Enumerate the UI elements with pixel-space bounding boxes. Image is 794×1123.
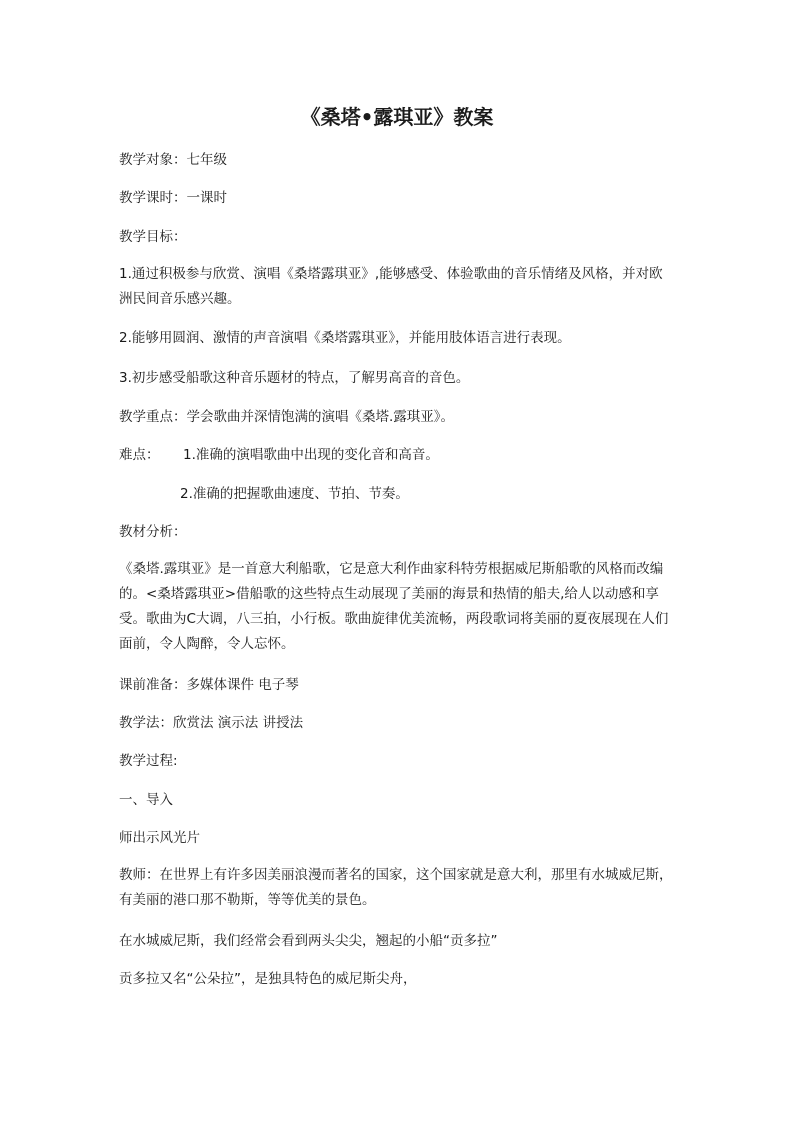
teaching-target-line: 教学对象：七年级: [119, 152, 227, 168]
difficulty-2-line: 2.准确的把握歌曲速度、节拍、节奏。: [180, 486, 409, 502]
difficulty-1-line: 1.准确的演唱歌曲中出现的变化音和高音。: [183, 447, 439, 463]
teaching-hours-line: 教学课时：一课时: [119, 190, 227, 206]
section-intro-heading: 一、导入: [119, 792, 173, 808]
material-analysis-paragraph: 《桑塔.露琪亚》是一首意大利船歌，它是意大利作曲家科特劳根据威尼斯船歌的风格而改编的。<桑塔露琪亚>借船歌的这些特点生动展现了美丽的海景和热情的船夫,给人以动感和享受。歌曲为C大调，八三拍，小行板。歌曲旋律优美流畅，两段歌词将美丽的夏夜展现在人们面前，令人陶醉，令人忘怀。: [119, 561, 669, 652]
teaching-methods-line: 教学法：欣赏法 演示法 讲授法: [119, 715, 304, 731]
teacher-shows-line: 师出示风光片: [119, 830, 200, 846]
preparation-line: 课前准备：多媒体课件 电子琴: [119, 677, 299, 693]
gondola-line: 贡多拉又名“公朵拉”，是独具特色的威尼斯尖舟，: [119, 971, 417, 987]
goal-3-line: 3.初步感受船歌这种音乐题材的特点，了解男高音的音色。: [119, 370, 470, 386]
teaching-goals-heading: 教学目标：: [119, 229, 187, 245]
teacher-speech-paragraph: 教师：在世界上有许多因美丽浪漫而著名的国家，这个国家就是意大利，那里有水城威尼斯，有美丽的港口那不勒斯，等等优美的景色。: [119, 867, 673, 908]
key-point-line: 教学重点：学会歌曲并深情饱满的演唱《桑塔.露琪亚》。: [119, 409, 455, 425]
goal-1-paragraph: 1.通过积极参与欣赏、演唱《桑塔露琪亚》,能够感受、体验歌曲的音乐情绪及风格，并对欧洲民间音乐感兴趣。: [119, 266, 663, 307]
document-title: 《桑塔•露琪亚》教案: [300, 105, 494, 129]
goal-2-line: 2.能够用圆润、激情的声音演唱《桑塔露琪亚》，并能用肢体语言进行表现。: [119, 330, 571, 346]
difficulty-label: 难点：: [119, 447, 160, 463]
venice-boat-line: 在水城威尼斯，我们经常会看到两头尖尖，翘起的小船“贡多拉”: [119, 933, 498, 949]
material-analysis-heading: 教材分析：: [119, 524, 187, 540]
teaching-process-heading: 教学过程:: [119, 753, 178, 769]
